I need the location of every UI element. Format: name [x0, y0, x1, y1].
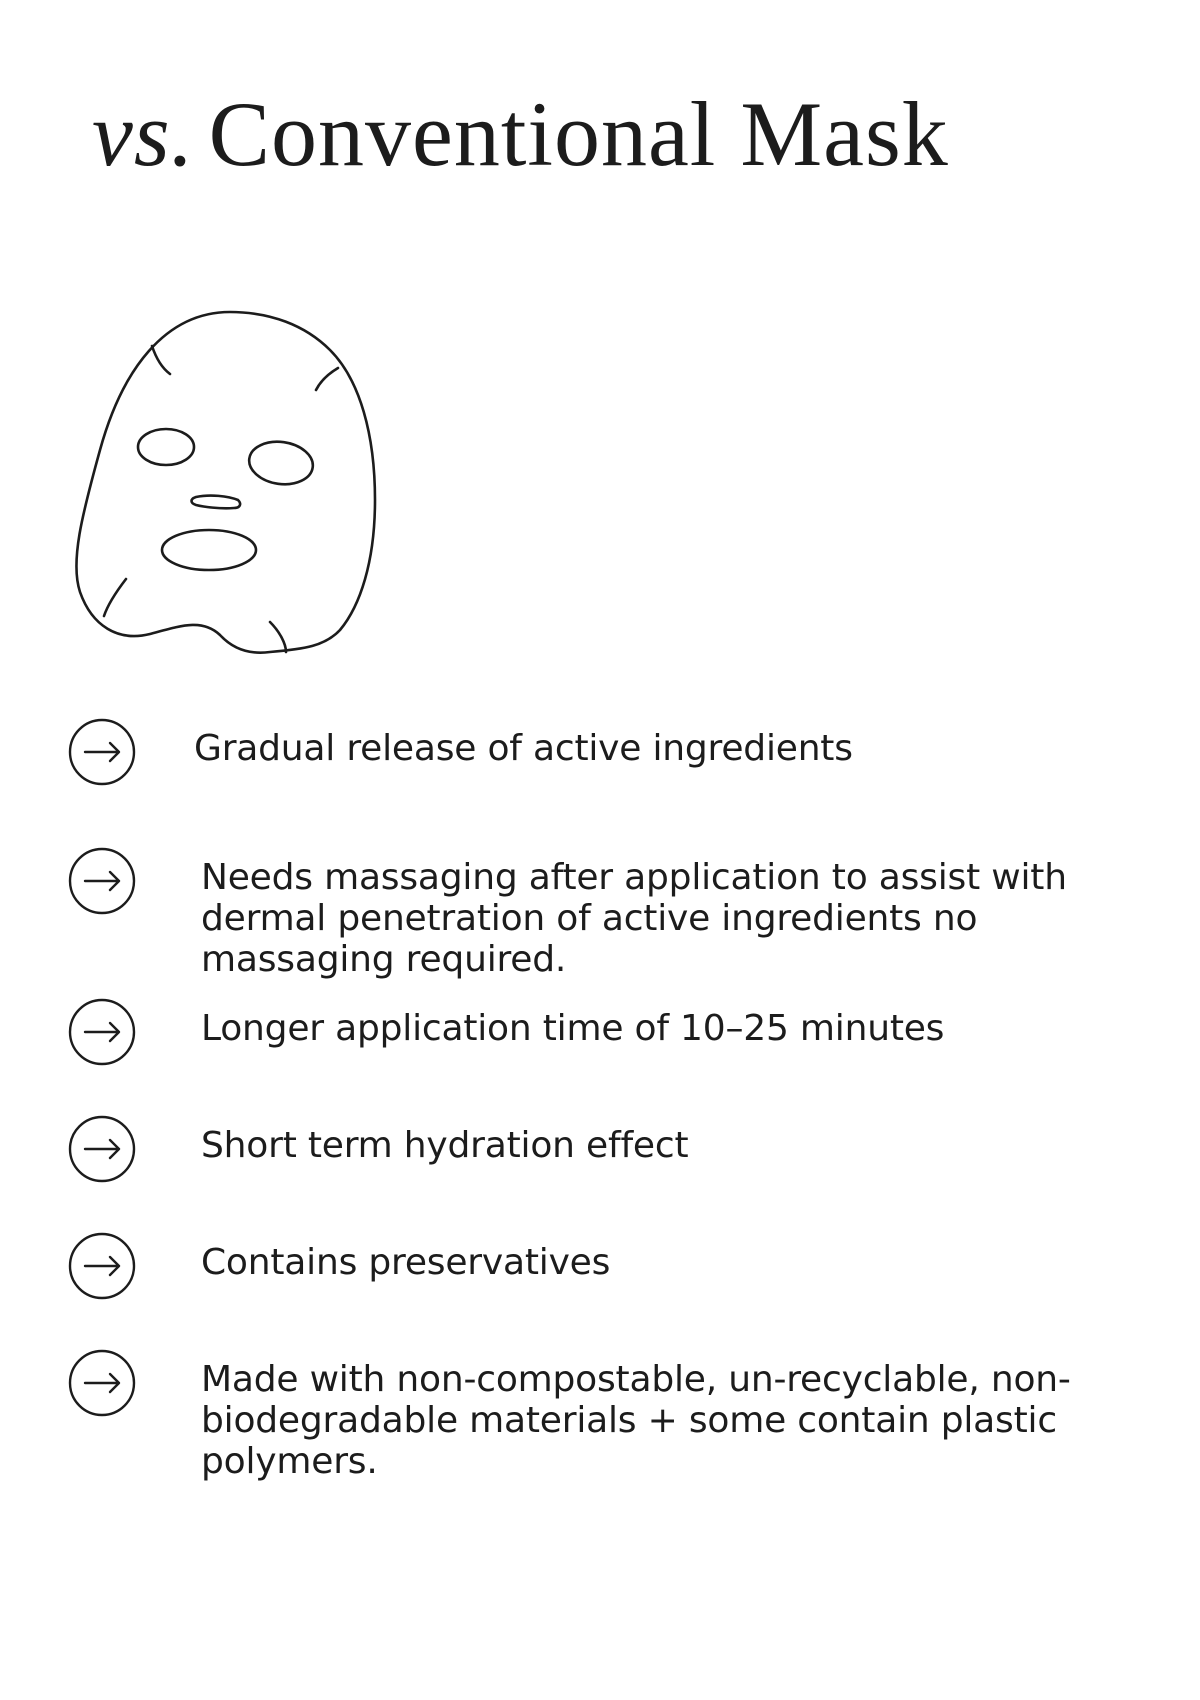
circled-arrow-right-icon	[68, 1115, 136, 1183]
circled-arrow-right-icon	[68, 718, 136, 786]
feature-text: Contains preservatives	[201, 1242, 611, 1283]
circled-arrow-right-icon	[68, 1349, 136, 1417]
feature-text: Short term hydration effect	[201, 1125, 689, 1166]
feature-text: Made with non-compostable, un-recyclable, non-biodegradable materials + some contain plastic polymers.	[201, 1359, 1071, 1482]
title-main: Conventional Mask	[208, 83, 949, 185]
feature-text: Longer application time of 10–25 minutes	[201, 1008, 945, 1049]
feature-text: Gradual release of active ingredients	[194, 728, 853, 769]
circled-arrow-right-icon	[68, 1232, 136, 1300]
feature-text: Needs massaging after application to assist with dermal penetration of active ingredients no massaging required.	[201, 857, 1067, 980]
title-prefix: vs.	[92, 83, 195, 185]
circled-arrow-right-icon	[68, 998, 136, 1066]
circled-arrow-right-icon	[68, 847, 136, 915]
